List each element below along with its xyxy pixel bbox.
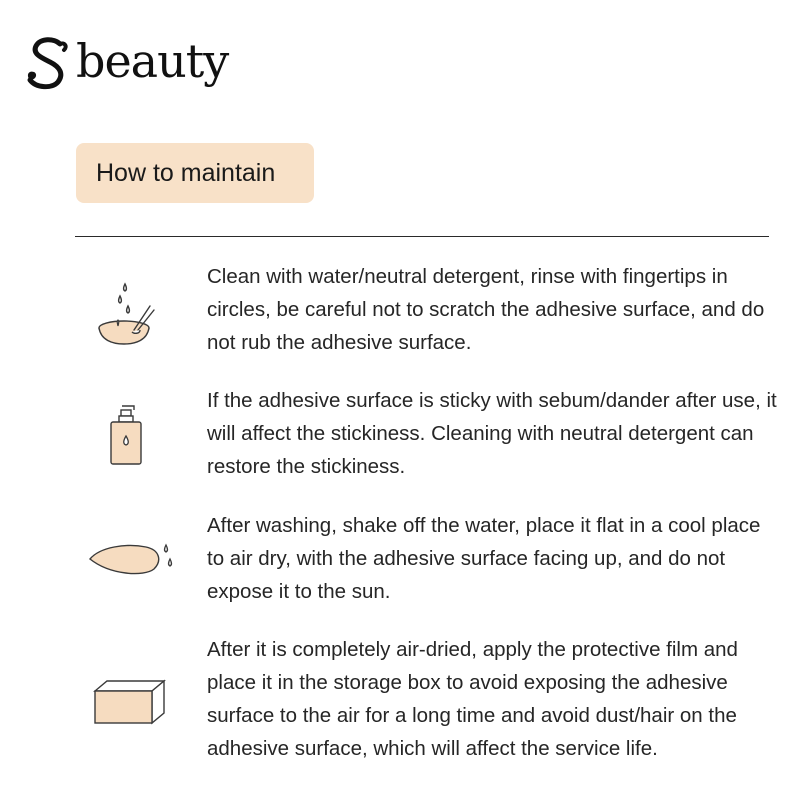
step-3	[0, 509, 800, 619]
step-1	[0, 260, 800, 370]
detergent-bottle-icon	[104, 404, 148, 468]
step-4-text: After it is completely air-dried, apply the protective film and place it in the storage box to avoid exposing the adhesive surface to the air for a long time and avoid dust/hair on the adhesive surface, which will affect the service life.	[207, 638, 738, 760]
step-1-text: Clean with water/neutral detergent, rinse with fingertips in circles, be careful not to scratch the adhesive surface, and do not rub the adhesive surface.	[207, 265, 765, 354]
bowl-washing-icon	[94, 276, 160, 348]
divider	[75, 236, 769, 237]
pad-drying-icon	[86, 539, 178, 579]
storage-box-icon	[92, 677, 168, 727]
section-title: How to maintain	[76, 143, 314, 203]
step-3-text: After washing, shake off the water, place it flat in a cool place to air dry, with the adhesive surface facing up, and do not expose it to the sun.	[207, 514, 761, 603]
step-2	[0, 384, 800, 494]
step-2-text: If the adhesive surface is sticky with sebum/dander after use, it will affect the stickiness. Cleaning with neutral detergent can restore the stickiness.	[207, 389, 777, 478]
logo-wordmark: beauty	[76, 34, 229, 88]
logo-s-mark	[24, 36, 80, 90]
step-4	[0, 633, 800, 773]
brand-logo	[24, 28, 229, 98]
